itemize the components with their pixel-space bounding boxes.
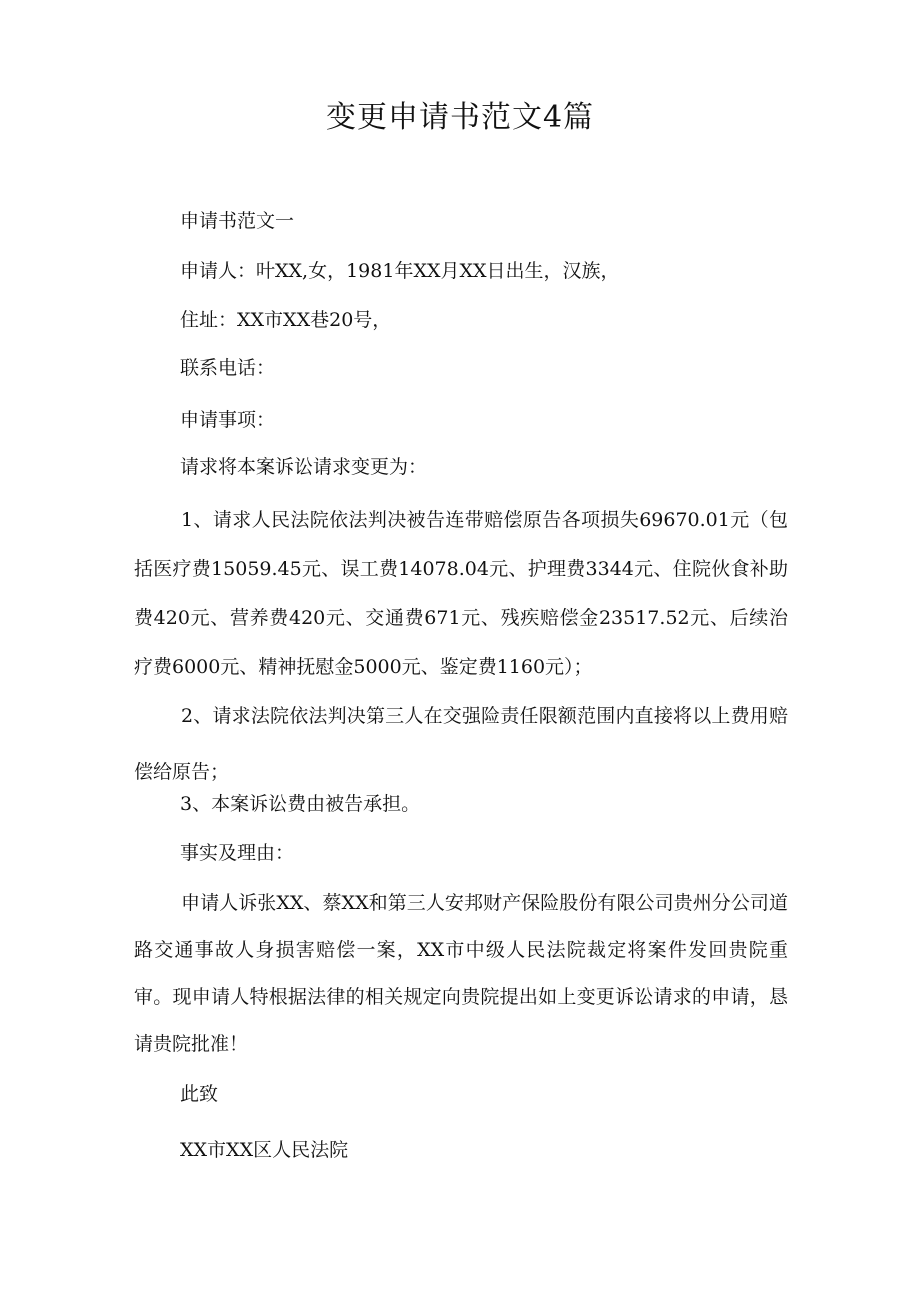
matters-label: 申请事项：	[180, 409, 276, 431]
request-item-3: 3、本案诉讼费由被告承担。	[180, 793, 421, 815]
request-item-1: 1、请求人民法院依法判决被告连带赔偿原告各项损失69670.01元（包括医疗费15059.45元、误工费14078.04元、护理费3344元、住院伙食补助费420元、营养费420元、交通费671元、残疾赔偿金23517.52元、后续治疗费6000元、精神抚慰金5000元、鉴定费1160元）；	[134, 509, 788, 678]
section-heading: 申请书范文一	[180, 210, 295, 232]
phone-line: 联系电话：	[180, 357, 276, 379]
address-line: 住址：XX市XX巷20号，	[180, 309, 392, 331]
court-name: XX市XX区人民法院	[180, 1139, 349, 1161]
applicant-line: 申请人：叶XX,女，1981年XX月XX日出生，汉族，	[180, 260, 620, 282]
request-intro: 请求将本案诉讼请求变更为：	[180, 456, 428, 478]
facts-body: 申请人诉张XX、蔡XX和第三人安邦财产保险股份有限公司贵州分公司道路交通事故人身损害赔偿一案，XX市中级人民法院裁定将案件发回贵院重审。现申请人特根据法律的相关规定向贵院提出如上变更诉讼请求的申请，恳请贵院批准！	[134, 892, 788, 1055]
document-title: 变更申请书范文4篇	[325, 100, 595, 135]
request-item-2: 2、请求法院依法判决第三人在交强险责任限额范围内直接将以上费用赔偿给原告；	[134, 705, 788, 783]
facts-label: 事实及理由：	[180, 842, 295, 864]
closing-line: 此致	[180, 1083, 219, 1105]
